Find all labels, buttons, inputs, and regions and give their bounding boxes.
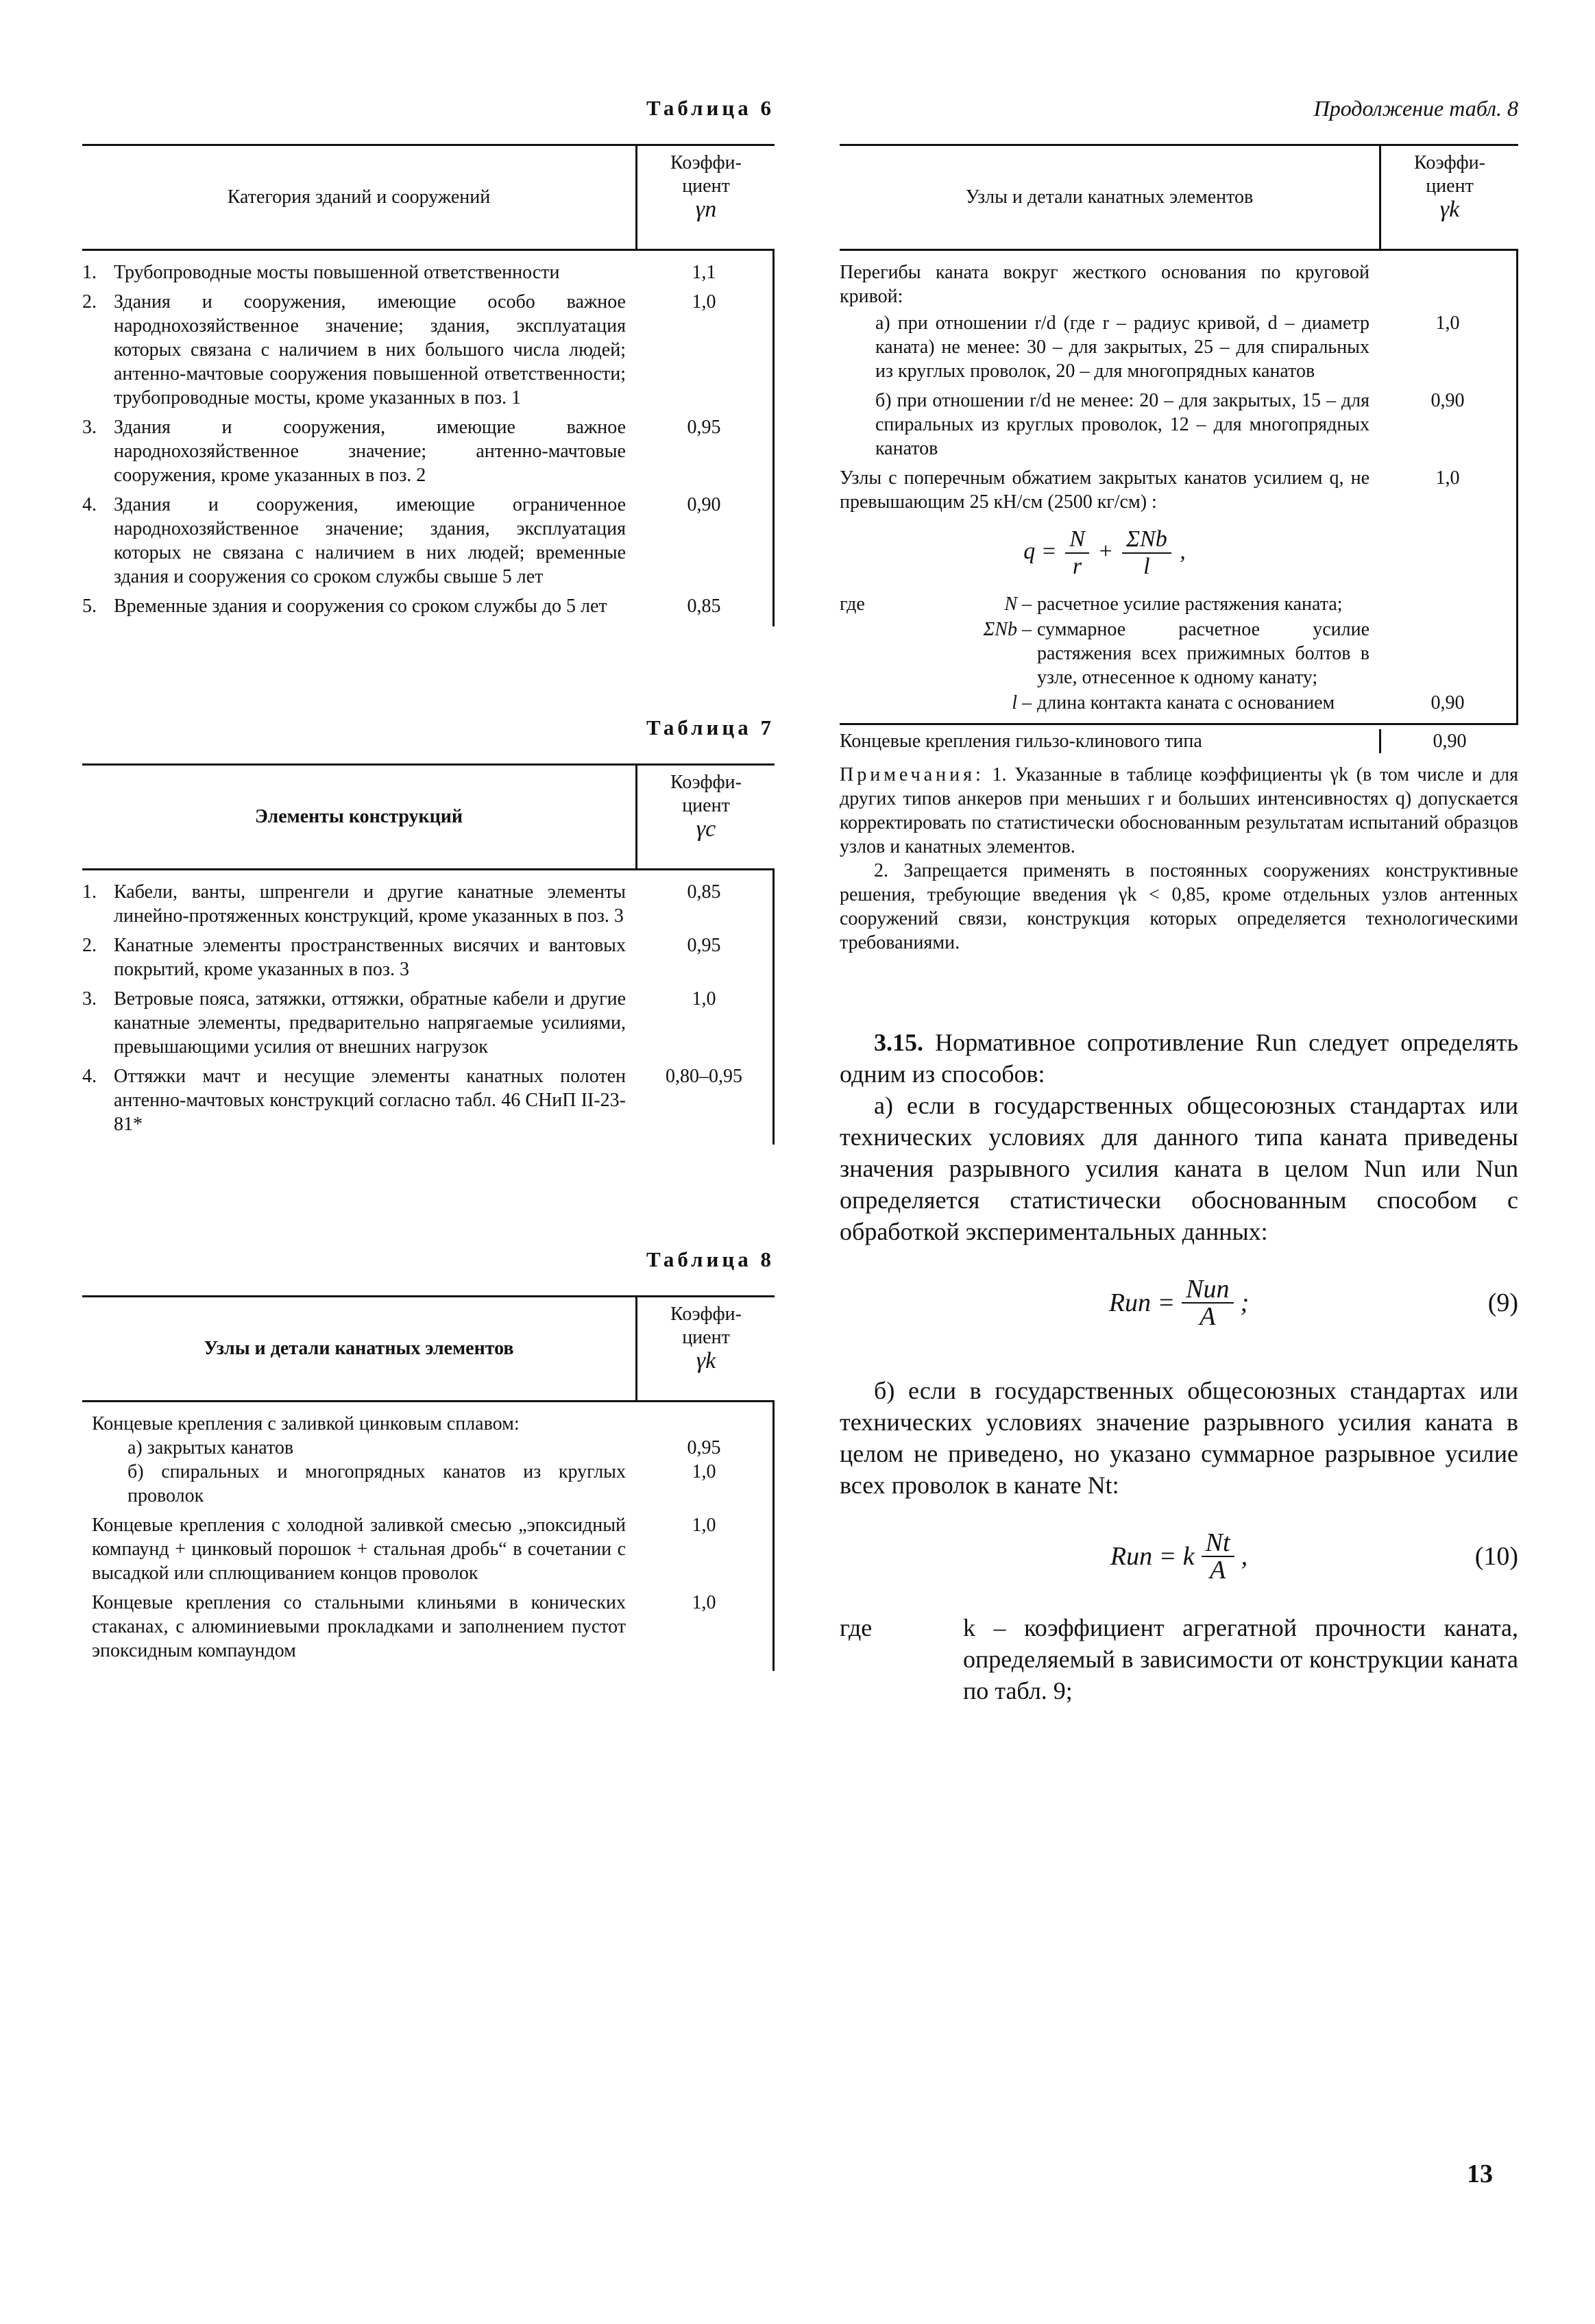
table8-row: Концевые крепления со стальными клиньями в конических стаканах, с алюминиевыми прокладками и заполнением пустот эпоксидным компаундом 1,0 [92,1592,716,1661]
section-3-15-where: где k – коэффициент агрегатной прочности каната, определяемый в зависимости от конструкции каната по табл. 9; [840,1614,1518,1704]
table7-caption: Таблица 7 [646,715,775,739]
table6-row: 3. Здания и сооружения, имеющие важное народнохозяйственное значение; антенно-мачтовые сооружения, кроме указанных в поз. 2 0,95 [82,417,721,486]
table7-col2-header: Коэффи- циент [670,772,742,816]
table8 [82,1247,775,1671]
section-3-15 [840,1027,1518,1707]
table8c-row: Узлы с поперечным обжатием закрытых канатов усилием q, не превышающим 25 кН/см (2500 кг/см) : 1,0 [840,467,1460,513]
table7-row: 3. Ветровые пояса, затяжки, оттяжки, обратные кабели и другие канатные элементы, предварительно напрягаемые усилиями, превышающими усилия от внешних нагрузок 1,0 [82,988,716,1057]
page-number: 13 [1467,2160,1493,2188]
table8c-col1-header: Узлы и детали канатных элементов [840,146,1381,249]
right-column [840,96,1518,1707]
equation-10-number: (10) [1474,1542,1518,1571]
left-column [82,96,775,1671]
table6-col1-header: Категория зданий и сооружений [82,146,637,249]
table8c-where: l – длина контакта каната с основанием 0,90 [1012,692,1465,713]
section-3-15-item-b: б) если в государственных общесоюзных стандартах или технических условиях значение разрывного усилия каната в целом не приведено, но указано суммарное разрывное усилие всех проволок в канате Nt: [840,1377,1518,1499]
note-2: 2. Запрещается применять в постоянных сооружениях конструктивные решения, требующие введения γk < 0,85, кроме отдельных узлов антенных сооружений связи, конструкция которых определяется технологическими требованиями. [840,860,1518,953]
table6-caption: Таблица 6 [646,96,775,120]
table8-continued-caption: Продолжение табл. 8 [1313,96,1518,121]
table7-row: 4. Оттяжки мачт и несущие элементы канатных полотен антенно-мачтовых конструкций согласно табл. 46 СНиП II-23-81* 0,80–0,95 [82,1066,742,1135]
table6-col2-header: Коэффи- циент [670,152,742,197]
table8-row: Концевые крепления с заливкой цинковым сплавом: [92,1413,520,1434]
table8-caption: Таблица 8 [646,1247,775,1271]
table8-col1-header: Узлы и детали канатных элементов [82,1297,637,1400]
table6-row: 1. Трубопроводные мосты повышенной ответственности 1,1 [82,262,716,283]
table8-continued [840,96,1518,955]
notes-title: Примечания: [840,764,984,785]
formula-q: q = $\frac{N}{r}$ + $\frac{\text{ΣNb}}{l}$ , [1023,526,1186,579]
table6-row: 2. Здания и сооружения, имеющие особо важное народнохозяйственное значение; здания, эксплуатация которых связана с наличием в них большого числа людей; антенно-мачтовые сооружения повышенной ответственности; трубопроводные мосты, кроме указанных в поз. 1 1,0 [82,291,716,408]
table8c-where: где N – расчетное усилие растяжения каната; [840,594,1343,615]
section-3-15-item-a: а) если в государственных общесоюзных стандартах или технических условиях для данного типа каната приведены значения разрывного усилия каната в целом Nun или Nun определяется статистически обоснованным способом с обработкой экспериментальных данных: [840,1092,1518,1245]
table7-row: 2. Канатные элементы пространственных висячих и вантовых покрытий, кроме указанных в поз. 3 0,95 [82,935,721,980]
table6-row: 5. Временные здания и сооружения со сроком службы до 5 лет 0,85 [82,596,721,617]
table7-row: 1. Кабели, ванты, шпренгели и другие канатные элементы линейно-протяженных конструкций, кроме указанных в поз. 3 0,85 [82,881,721,927]
table8-row: а) закрытых канатов 0,95 [127,1437,721,1458]
table8c-row-last: Концевые крепления гильзо-клинового типа 0,90 [840,723,1518,753]
note-1: 1. Указанные в таблице коэффициенты γk (в том числе и для других типов анкеров при меньших r и больших интенсивностях q) допускается корректировать по статистически обоснованным результатам испытаний образцов узлов и канатных элементов. [840,764,1519,857]
equation-9-number: (9) [1487,1288,1518,1317]
table8-col2-header: Коэффи- циент [670,1304,742,1348]
section-3-15-intro: 3.15. Нормативное сопротивление Run следует определять одним из способов: [840,1029,1518,1088]
table6-row: 4. Здания и сооружения, имеющие ограниченное народнохозяйственное значение; здания, эксплуатация которых не связана с наличием в них людей; временные здания и сооружения со сроком службы свыше 5 лет 0,90 [82,494,721,587]
table8c-row: Перегибы каната вокруг жесткого основания по круговой кривой: [840,262,1369,307]
equation-9: Run = $\frac{\text{Nun}}{A}$ ; (9) [1108,1275,1518,1331]
table8-symbol: γk [696,1348,716,1373]
table8c-row: а) при отношении r/d (где r – радиус кривой, d – диаметр каната) не менее: 30 – для закрытых, 25 – для спиральных из круглых проволок, 20 – для многопрядных канатов 1,0 [875,313,1460,382]
table7-symbol: γc [696,816,716,842]
table7-col1-header: Элементы конструкций [82,766,637,868]
table6 [82,96,775,626]
table8c-col2-header: Коэффи- циент [1414,152,1485,197]
equation-10: Run = k $\frac{Nt}{A}$ , (10) [1110,1528,1518,1585]
table8c-where: ΣNb – суммарное расчетное усилие растяжения всех прижимных болтов в узле, отнесенное к одному канату; [983,619,1369,688]
table8c-symbol: γk [1439,197,1460,222]
table8-row: Концевые крепления с холодной заливкой смесью „эпоксидный компаунд + цинковый порошок + стальная дробь“ в сочетании с высадкой или сплющиванием концов проволок 1,0 [92,1515,716,1584]
table8c-row: б) при отношении r/d не менее: 20 – для закрытых, 15 – для спиральных из круглых проволок, 12 – для многопрядных канатов 0,90 [875,390,1465,459]
notes [840,763,1518,859]
table6-symbol: γn [695,197,717,222]
table7 [82,715,775,1145]
table8-row: б) спиральных и многопрядных канатов из круглых проволок 1,0 [127,1461,716,1506]
